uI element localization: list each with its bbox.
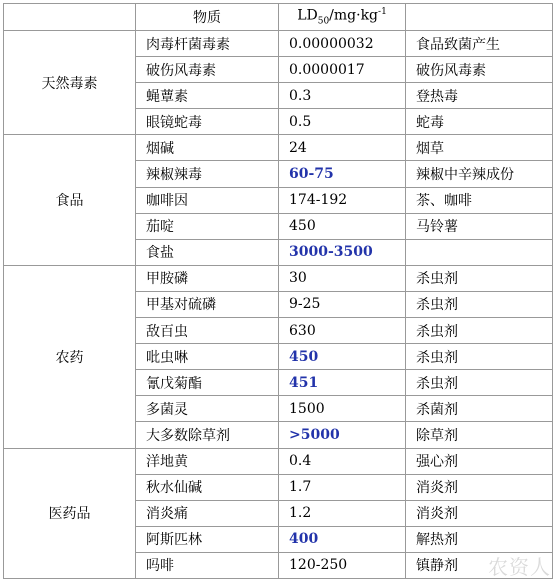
- substance-cell: 多菌灵: [136, 396, 279, 422]
- substance-cell: 吗啡: [136, 552, 279, 578]
- watermark: 农资人: [488, 555, 551, 579]
- ld50-value-cell: 1.2: [279, 500, 406, 526]
- substance-cell: 大多数除草剂: [136, 422, 279, 448]
- note-cell: 马铃薯: [406, 213, 553, 239]
- note-cell: 解热剂: [406, 526, 553, 552]
- ld50-value-cell: 0.5: [279, 109, 406, 135]
- substance-cell: 茄啶: [136, 213, 279, 239]
- substance-header: 物质: [136, 4, 279, 31]
- note-cell: 杀虫剂: [406, 344, 553, 370]
- ld50-header-unit: /mg·kg: [329, 7, 379, 24]
- ld50-value-cell: 450: [279, 344, 406, 370]
- note-cell: 蛇毒: [406, 109, 553, 135]
- note-cell: 镇静剂: [406, 552, 553, 578]
- ld50-value-cell: 9-25: [279, 291, 406, 317]
- note-cell: 消炎剂: [406, 474, 553, 500]
- substance-cell: 食盐: [136, 239, 279, 265]
- substance-cell: 吡虫啉: [136, 344, 279, 370]
- note-cell: 辣椒中辛辣成份: [406, 161, 553, 187]
- ld50-value-cell: 0.4: [279, 448, 406, 474]
- substance-cell: 烟碱: [136, 135, 279, 161]
- note-header: [406, 4, 553, 31]
- table-header-row: [4, 4, 553, 31]
- note-cell: 除草剂: [406, 422, 553, 448]
- category-cell: 农药: [4, 265, 136, 448]
- substance-cell: 阿斯匹林: [136, 526, 279, 552]
- note-cell: 杀虫剂: [406, 318, 553, 344]
- note-cell: 杀虫剂: [406, 291, 553, 317]
- ld50-value-cell: 0.3: [279, 83, 406, 109]
- ld50-header: [279, 4, 406, 31]
- substance-cell: 破伤风毒素: [136, 57, 279, 83]
- note-cell: 食品致菌产生: [406, 31, 553, 57]
- substance-cell: 咖啡因: [136, 187, 279, 213]
- ld50-value-cell: 30: [279, 265, 406, 291]
- category-cell: 天然毒素: [4, 31, 136, 135]
- note-cell: 杀虫剂: [406, 265, 553, 291]
- table-row: [4, 448, 553, 474]
- note-cell: 破伤风毒素: [406, 57, 553, 83]
- ld50-header-main: LD: [297, 7, 318, 24]
- ld50-value-cell: 1.7: [279, 474, 406, 500]
- ld50-value-cell: 451: [279, 370, 406, 396]
- note-cell: 消炎剂: [406, 500, 553, 526]
- substance-cell: 蝇蕈素: [136, 83, 279, 109]
- ld50-value-cell: 0.00000032: [279, 31, 406, 57]
- note-cell: 杀虫剂: [406, 370, 553, 396]
- ld50-value-cell: >5000: [279, 422, 406, 448]
- table-row: [4, 135, 553, 161]
- substance-cell: 肉毒杆菌毒素: [136, 31, 279, 57]
- category-cell: 医药品: [4, 448, 136, 578]
- substance-cell: 洋地黄: [136, 448, 279, 474]
- ld50-value-cell: 120-250: [279, 552, 406, 578]
- note-cell: 强心剂: [406, 448, 553, 474]
- ld50-header-sub: 50: [317, 16, 330, 27]
- note-cell: 杀菌剂: [406, 396, 553, 422]
- table-row: [4, 31, 553, 57]
- substance-cell: 敌百虫: [136, 318, 279, 344]
- ld50-value-cell: 630: [279, 318, 406, 344]
- substance-cell: 辣椒辣毒: [136, 161, 279, 187]
- ld50-value-cell: 400: [279, 526, 406, 552]
- substance-cell: 甲胺磷: [136, 265, 279, 291]
- ld50-value-cell: 3000-3500: [279, 239, 406, 265]
- ld50-header-sup: -1: [378, 7, 387, 18]
- toxicity-table: [3, 3, 553, 579]
- substance-cell: 秋水仙碱: [136, 474, 279, 500]
- ld50-value-cell: 1500: [279, 396, 406, 422]
- substance-cell: 甲基对硫磷: [136, 291, 279, 317]
- ld50-value-cell: 174-192: [279, 187, 406, 213]
- table-row: [4, 265, 553, 291]
- ld50-value-cell: 60-75: [279, 161, 406, 187]
- category-cell: 食品: [4, 135, 136, 265]
- substance-cell: 消炎痛: [136, 500, 279, 526]
- ld50-value-cell: 450: [279, 213, 406, 239]
- note-cell: 登热毒: [406, 83, 553, 109]
- category-header: [4, 4, 136, 31]
- note-cell: 烟草: [406, 135, 553, 161]
- note-cell: 茶、咖啡: [406, 187, 553, 213]
- substance-cell: 眼镜蛇毒: [136, 109, 279, 135]
- ld50-value-cell: 0.0000017: [279, 57, 406, 83]
- substance-cell: 氰戊菊酯: [136, 370, 279, 396]
- note-cell: [406, 239, 553, 265]
- ld50-value-cell: 24: [279, 135, 406, 161]
